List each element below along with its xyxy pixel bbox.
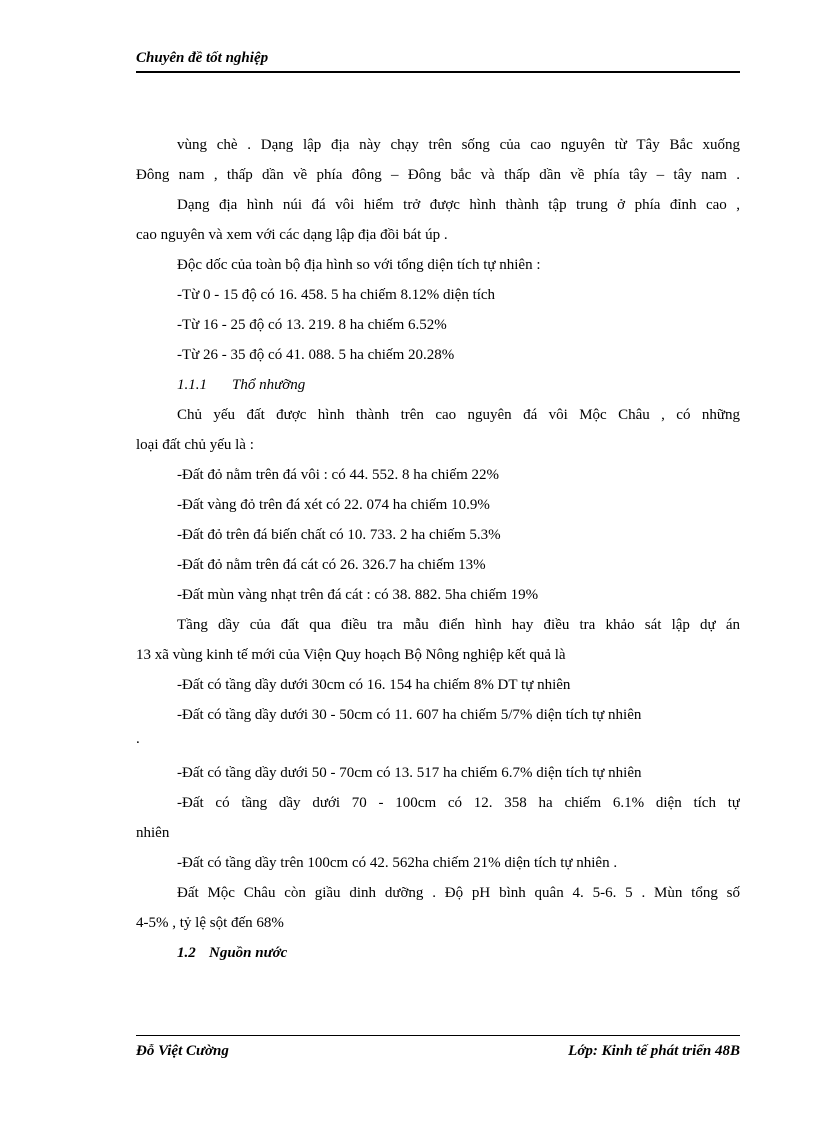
list-item: -Đất có tầng dầy dưới 70 - 100cm có 12. 358 ha chiếm 6.1% diện tích tự (177, 795, 740, 811)
list-item: -Đất mùn vàng nhạt trên đá cát : có 38. 882. 5ha chiếm 19% (177, 587, 539, 603)
list-item: -Từ 26 - 35 độ có 41. 088. 5 ha chiếm 20.28% (177, 347, 455, 363)
section-number: 1.1.1 (177, 377, 207, 393)
paragraph-line: loại đất chủ yếu là : (136, 437, 254, 453)
section-heading (136, 370, 740, 400)
footer-author: Đỗ Việt Cường (136, 1043, 229, 1059)
list-item: -Đất có tầng dầy trên 100cm có 42. 562ha chiếm 21% diện tích tự nhiên . (177, 855, 618, 871)
list-item: -Đất có tầng dầy dưới 30 - 50cm có 11. 607 ha chiếm 5/7% diện tích tự nhiên (177, 707, 642, 723)
paragraph-line: Đất Mộc Châu còn giầu dinh dưỡng . Độ pH bình quân 4. 5-6. 5 . Mùn tổng số (177, 885, 740, 901)
paragraph-line: Tầng dầy của đất qua điều tra mẫu điển hình hay điều tra khảo sát lập dự án (177, 617, 740, 633)
section-number: 1.2 (177, 945, 196, 961)
list-item: -Đất có tầng dầy dưới 50 - 70cm có 13. 517 ha chiếm 6.7% diện tích tự nhiên (177, 765, 642, 781)
list-item: -Từ 0 - 15 độ có 16. 458. 5 ha chiếm 8.12% diện tích (177, 287, 496, 303)
list-item: -Đất vàng đỏ trên đá xét có 22. 074 ha chiếm 10.9% (177, 497, 490, 513)
header-title: Chuyên đề tốt nghiệp (136, 50, 269, 66)
page-header (136, 48, 740, 73)
list-item: -Đất đỏ nằm trên đá vôi : có 44. 552. 8 ha chiếm 22% (177, 467, 500, 483)
list-item: -Từ 16 - 25 độ có 13. 219. 8 ha chiếm 6.52% (177, 317, 447, 333)
paragraph-line: Chủ yếu đất được hình thành trên cao nguyên đá vôi Mộc Châu , có những (177, 407, 740, 423)
list-item: -Đất đỏ nằm trên đá cát có 26. 326.7 ha chiếm 13% (177, 557, 486, 573)
list-item: -Đất đỏ trên đá biến chất có 10. 733. 2 ha chiếm 5.3% (177, 527, 501, 543)
paragraph-line: Dạng địa hình núi đá vôi hiểm trở được hình thành tập trung ở phía đỉnh cao , (177, 197, 740, 213)
paragraph-line: 13 xã vùng kinh tế mới của Viện Quy hoạch Bộ Nông nghiệp kết quả là (136, 647, 566, 663)
footer-divider (136, 1035, 740, 1036)
section-title: Nguồn nước (209, 945, 288, 961)
paragraph-line: . (136, 731, 140, 747)
paragraph-line: vùng chè . Dạng lập địa này chạy trên sống của cao nguyên từ Tây Bắc xuống (177, 137, 740, 153)
document-body (136, 130, 740, 968)
paragraph-line: nhiên (136, 825, 170, 841)
list-item: -Đất có tầng dầy dưới 30cm có 16. 154 ha chiếm 8% DT tự nhiên (177, 677, 571, 693)
page-footer (136, 1035, 740, 1061)
header-divider (136, 71, 740, 73)
paragraph-line: Độc dốc của toàn bộ địa hình so với tổng diện tích tự nhiên : (177, 257, 541, 273)
footer-class: Lớp: Kinh tế phát triển 48B (568, 1043, 740, 1059)
section-title: Thổ nhưỡng (232, 377, 306, 393)
paragraph-line: 4-5% , tỷ lệ sột đến 68% (136, 915, 284, 931)
paragraph-line: Đông nam , thấp dần về phía đông – Đông bắc và thấp dần về phía tây – tây nam . (136, 167, 740, 183)
section-heading (136, 938, 740, 968)
paragraph-line: cao nguyên và xem với các dạng lập địa đồi bát úp . (136, 227, 448, 243)
